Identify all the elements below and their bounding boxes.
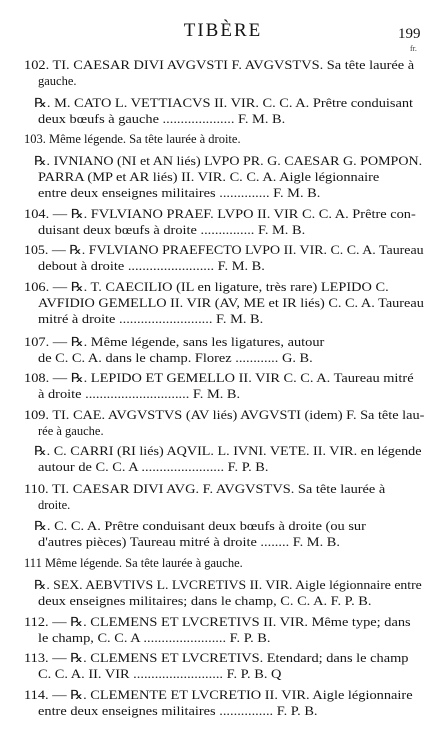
- text-line: AVFIDIO GEMELLO II. VIR (AV, ME et IR liés) C. C. A. Taureau: [38, 296, 424, 310]
- text-line: gauche.: [38, 74, 77, 88]
- text-line: autour de C. C. A ....................... F. P. B.: [38, 460, 269, 474]
- text-line: entre deux enseignes militaires ............... F. P. B.: [38, 704, 318, 718]
- text-line: deux enseignes militaires; dans le champ, C. C. A. F. P. B.: [38, 594, 372, 608]
- text-line: 102. TI. CAESAR DIVI AVGVSTI F. AVGVSTVS. Sa tête laurée à: [24, 58, 415, 72]
- text-line: ℞. M. CATO L. VETTIACVS II. VIR. C. C. A. Prêtre conduisant: [34, 96, 414, 110]
- text-line: ℞. SEX. AEBVTIVS L. LVCRETIVS II. VIR. Aigle légionnaire entre: [34, 578, 422, 592]
- text-line: 111 Même légende. Sa tête laurée à gauche.: [24, 556, 243, 570]
- text-line: de C. C. A. dans le champ. Florez ............ G. B.: [38, 351, 313, 365]
- text-line: mitré à droite .......................... F. M. B.: [38, 312, 264, 326]
- text-line: ℞. C. CARRI (RI liés) AQVIL. L. IVNI. VETE. II. VIR. en légende: [34, 444, 422, 458]
- text-line: 110. TI. CAESAR DIVI AVG. F. AVGVSTVS. Sa tête laurée à: [24, 482, 386, 496]
- text-line: rée à gauche.: [38, 424, 104, 438]
- text-line: ℞. IVNIANO (NI et AN liés) LVPO PR. G. CAESAR G. POMPON.: [34, 154, 423, 168]
- text-line: 104. — ℞. FVLVIANO PRAEF. LVPO II. VIR C. C. A. Prêtre con-: [24, 207, 416, 221]
- text-line: 113. — ℞. CLEMENS ET LVCRETIVS. Etendard; dans le champ: [24, 651, 409, 665]
- page-number: 199: [398, 26, 421, 42]
- text-line: droite.: [38, 498, 71, 512]
- text-line: 105. — ℞. FVLVIANO PRAEFECTO LVPO II. VIR. C. C. A. Taureau: [24, 243, 424, 257]
- text-line: entre deux enseignes militaires .............. F. M. B.: [38, 186, 321, 200]
- text-line: 103. Même légende. Sa tête laurée à droite.: [24, 132, 241, 146]
- text-line: d'autres pièces) Taureau mitré à droite ........ F. M. B.: [38, 535, 340, 549]
- text-line: 109. TI. CAE. AVGVSTVS (AV liés) AVGVSTI (idem) F. Sa tête lau-: [24, 408, 425, 422]
- text-line: 112. — ℞. CLEMENS ET LVCRETIVS II. VIR. Même type; dans: [24, 615, 411, 629]
- text-line: ℞. C. C. A. Prêtre conduisant deux bœufs à droite (ou sur: [34, 519, 366, 533]
- page-note: fr.: [410, 44, 417, 53]
- text-line: duisant deux bœufs à droite ............... F. M. B.: [38, 223, 306, 237]
- text-line: C. C. A. II. VIR ......................... F. P. B. Q: [38, 667, 282, 681]
- text-line: à droite ............................. F. M. B.: [38, 387, 241, 401]
- text-line: deux bœufs à gauche .................... F. M. B.: [38, 112, 286, 126]
- text-line: le champ, C. C. A ....................... F. P. B.: [38, 631, 271, 645]
- text-line: 108. — ℞. LEPIDO ET GEMELLO II. VIR C. C. A. Taureau mitré: [24, 371, 414, 385]
- text-line: 114. — ℞. CLEMENTE ET LVCRETIO II. VIR. Aigle légionnaire: [24, 688, 413, 702]
- text-line: PARRA (MP et AR liés) II. VIR. C. C. A. Aigle légionnaire: [38, 170, 380, 184]
- running-title: TIBÈRE: [183, 20, 263, 41]
- text-line: debout à droite ........................ F. M. B.: [38, 259, 265, 273]
- text-line: 106. — ℞. T. CAECILIO (IL en ligature, très rare) LEPIDO C.: [24, 280, 389, 294]
- text-line: 107. — ℞. Même légende, sans les ligatures, autour: [24, 335, 325, 349]
